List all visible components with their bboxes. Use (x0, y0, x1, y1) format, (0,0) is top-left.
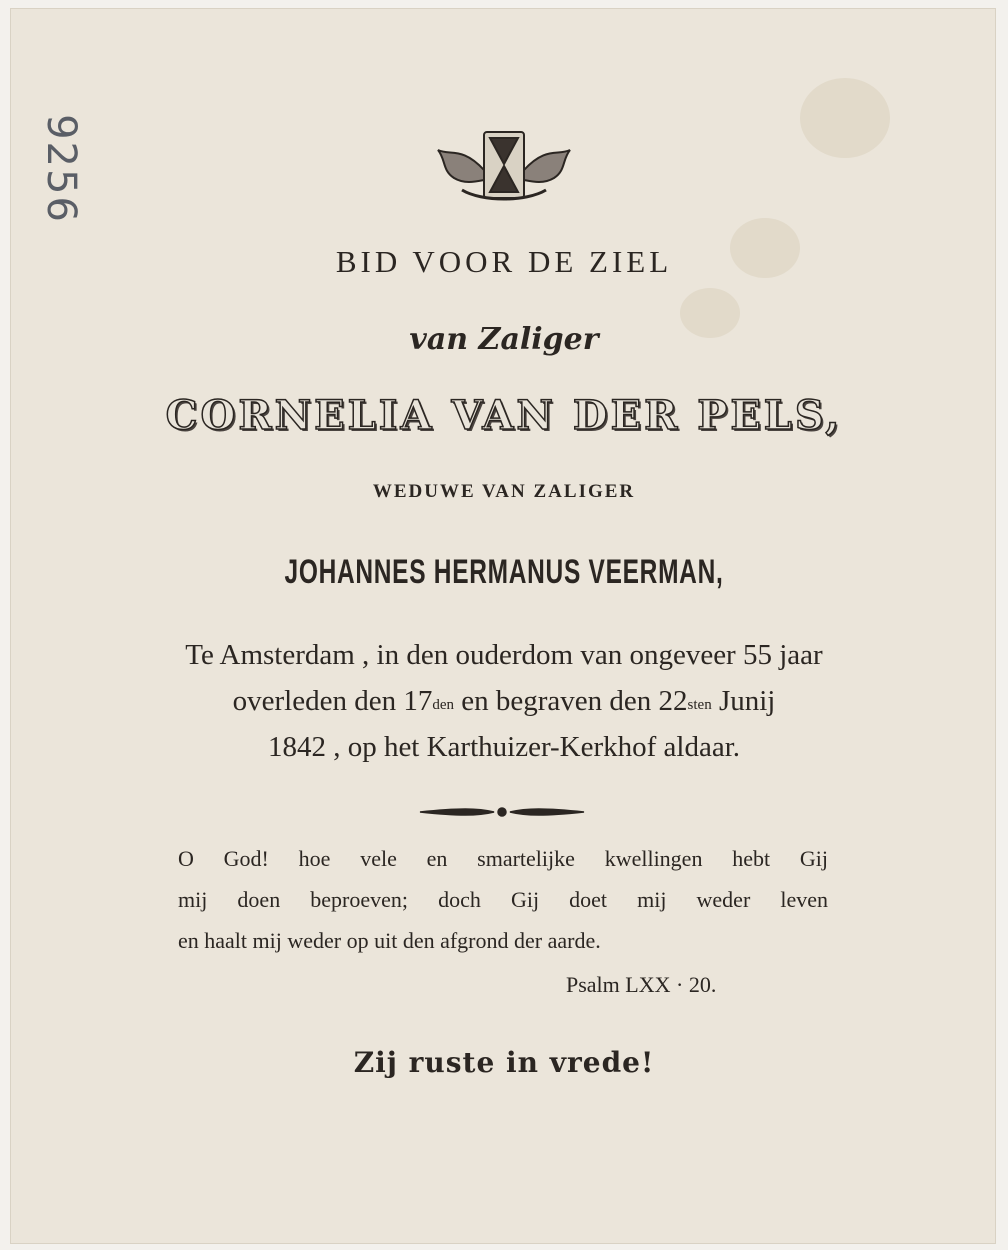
quote-line-2: mij doen beproeven; doch Gij doet mij weder leven (178, 887, 828, 912)
widow-of: WEDUWE VAN ZALIGER (372, 481, 636, 502)
details-line-2-part: Junij (711, 685, 776, 717)
handwritten-number: 9256 (38, 114, 84, 224)
psalm-reference: Psalm LXX · 20. (566, 972, 717, 997)
details-paragraph (130, 632, 878, 770)
deceased-name: CORNELIA VAN DER PELS, (165, 392, 843, 439)
closing-line: Zij ruste in vrede! (353, 1046, 655, 1079)
quote-line-1: O God! hoe vele en smartelijke kwellingen hebt Gij (178, 846, 828, 871)
details-line-2 (130, 678, 878, 724)
ornamental-divider-icon (418, 802, 586, 822)
psalm-quote (178, 838, 828, 961)
details-line-2-part: en begraven den 22 (454, 685, 688, 717)
superscript: den (432, 697, 455, 713)
van-zaliger: van Zaliger (409, 322, 599, 357)
hourglass-with-wings-icon (432, 126, 576, 206)
details-line-2-part: overleden den 17 (232, 685, 433, 717)
details-line-3: 1842 , op het Karthuizer-Kerkhof aldaar. (267, 731, 741, 763)
quote-line-3: en haalt mij weder op uit den afgrond der aarde. (178, 928, 601, 953)
stain (800, 78, 890, 158)
pray-heading: BID VOOR DE ZIEL (335, 244, 673, 279)
husband-name: JOHANNES HERMANUS VEERMAN, (284, 553, 724, 591)
details-line-1: Te Amsterdam , in den ouderdom van ongeveer 55 jaar (185, 639, 823, 671)
superscript: sten (687, 697, 712, 713)
